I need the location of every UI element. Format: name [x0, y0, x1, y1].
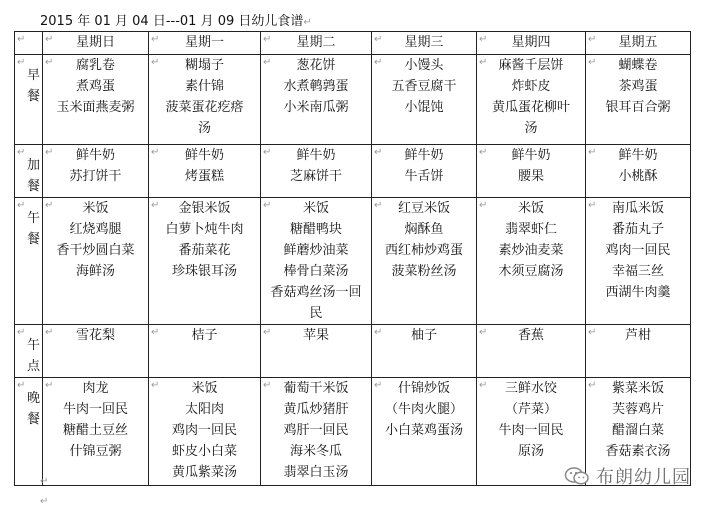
- dish-list: [261, 55, 371, 118]
- cell-mark: ↵: [151, 147, 160, 158]
- dish-item: 紫菜米饭: [611, 381, 664, 396]
- cell-mark: ↵: [151, 380, 160, 391]
- cell-mark: ↵: [588, 327, 597, 338]
- dish-item: 香菇鸡丝汤一回: [270, 285, 362, 300]
- dish-cell: [149, 325, 261, 378]
- day-header: [586, 32, 691, 55]
- header-row: [15, 32, 691, 55]
- dish-item: 牛肉一回民: [62, 402, 128, 417]
- dish-item: 柚子: [410, 328, 437, 343]
- meal-label-char: 晚: [26, 391, 40, 406]
- meal-label-char: 餐: [26, 412, 40, 427]
- dish-item: 南瓜米饭: [611, 201, 664, 216]
- dish-item: 香蕉: [517, 328, 544, 343]
- dish-item: 煮鸡蛋: [75, 79, 115, 94]
- meal-label-char: 午: [26, 338, 40, 353]
- dish-list: [43, 378, 148, 462]
- dish-item: 菠菜蛋花疙瘩: [165, 100, 244, 115]
- day-label: 星期四: [511, 35, 551, 50]
- dish-item: 海鲜汤: [75, 264, 115, 279]
- dish-item: 牛肉一回民: [498, 423, 564, 438]
- dish-item: 黄瓜紫菜汤: [171, 465, 237, 480]
- meal-label-cell: [15, 378, 43, 486]
- dish-item: 焖酥鱼: [404, 222, 444, 237]
- dish-cell: [372, 55, 477, 145]
- meal-label-char: 餐: [26, 179, 40, 194]
- day-header: [149, 32, 261, 55]
- dish-item: 鲜牛奶: [184, 148, 224, 163]
- meal-label-cell: [15, 198, 43, 325]
- dish-item: 鸡肉一回民: [605, 243, 671, 258]
- dish-item: 芝麻饼干: [289, 169, 342, 184]
- dish-list: [43, 325, 148, 346]
- dish-item: 素炒油麦菜: [498, 243, 564, 258]
- day-label: 星期一: [184, 35, 224, 50]
- dish-list: [586, 55, 690, 118]
- dish-item: 小桃酥: [618, 169, 658, 184]
- day-header: [372, 32, 477, 55]
- dish-item: 黄瓜炒猪肝: [283, 402, 349, 417]
- dish-item: 米饭: [302, 201, 329, 216]
- dish-cell: [43, 55, 149, 145]
- cell-mark: ↵: [588, 34, 597, 45]
- dish-item: 醋溜白菜: [611, 423, 664, 438]
- dish-item: 鸡肝一回民: [283, 423, 349, 438]
- dish-list: [149, 325, 260, 346]
- day-header: [43, 32, 149, 55]
- dish-list: [586, 198, 690, 303]
- cell-mark: ↵: [45, 34, 54, 45]
- cell-mark: ↵: [17, 147, 26, 158]
- dish-cell: [261, 145, 372, 198]
- dish-item: 鲜蘑炒油菜: [283, 243, 349, 258]
- dish-list: [477, 378, 585, 462]
- dish-item: 幸福三丝: [611, 264, 664, 279]
- cell-mark: ↵: [151, 57, 160, 68]
- paragraph-mark-end: ↵: [40, 476, 49, 487]
- dish-list: [372, 145, 476, 187]
- dish-item: 蝴蝶卷: [618, 58, 658, 73]
- dish-cell: [586, 145, 691, 198]
- dish-item: 桔子: [191, 328, 218, 343]
- dish-cell: [586, 325, 691, 378]
- dish-item: 苹果: [302, 328, 329, 343]
- dish-list: [261, 325, 371, 346]
- dish-list: [261, 198, 371, 324]
- cell-mark: ↵: [45, 200, 54, 211]
- cell-mark: ↵: [45, 147, 54, 158]
- dish-list: [261, 378, 371, 483]
- dish-list: [372, 378, 476, 441]
- dish-item: 西红柿炒鸡蛋: [384, 243, 463, 258]
- dish-item: 三鲜水饺: [504, 381, 557, 396]
- paragraph-mark: ↵: [303, 17, 312, 28]
- meal-label-char: 加: [26, 158, 40, 173]
- cell-mark: ↵: [17, 327, 26, 338]
- watermark: [564, 463, 691, 489]
- dish-list: [477, 325, 585, 346]
- dish-item: 金银米饭: [178, 201, 231, 216]
- day-label: 星期日: [75, 35, 115, 50]
- cell-mark: ↵: [263, 57, 272, 68]
- dish-cell: [149, 145, 261, 198]
- meal-label-char: 早: [26, 68, 40, 83]
- dish-list: [372, 198, 476, 282]
- cell-mark: ↵: [17, 57, 26, 68]
- meal-label-cell: [15, 145, 43, 198]
- dish-item: 什锦炒饭: [397, 381, 450, 396]
- dish-item: 五香豆腐干: [391, 79, 457, 94]
- meal-row: [15, 145, 691, 198]
- dish-item: 茶鸡蛋: [618, 79, 658, 94]
- dish-item: 水煮鹌鹑蛋: [283, 79, 349, 94]
- dish-list: [372, 55, 476, 118]
- dish-cell: [372, 378, 477, 486]
- dish-item: 小馒头: [404, 58, 444, 73]
- menu-table: [14, 31, 691, 486]
- dish-item: 米饭: [82, 201, 109, 216]
- dish-list: [149, 145, 260, 187]
- title-text: 2015 年 01 月 04 日---01 月 09 日幼儿食谱: [40, 14, 304, 29]
- dish-list: [586, 325, 690, 346]
- dish-list: [477, 145, 585, 187]
- dish-cell: [43, 378, 149, 486]
- dish-item: 小米南瓜粥: [283, 100, 349, 115]
- dish-list: [477, 198, 585, 282]
- dish-item: 鲜牛奶: [75, 148, 115, 163]
- dish-cell: [586, 55, 691, 145]
- dish-item: 玉米面燕麦粥: [56, 100, 135, 115]
- cell-mark: ↵: [479, 147, 488, 158]
- day-header: [477, 32, 586, 55]
- dish-cell: [43, 198, 149, 325]
- dish-list: [261, 145, 371, 187]
- dish-item: 鲜牛奶: [618, 148, 658, 163]
- dish-item: 小馄饨: [404, 100, 444, 115]
- dish-item: 白萝卜炖牛肉: [165, 222, 244, 237]
- dish-item: 糊塌子: [184, 58, 224, 73]
- day-label: 星期二: [296, 35, 336, 50]
- dish-list: [149, 378, 260, 483]
- dish-item: 麻酱千层饼: [498, 58, 564, 73]
- cell-mark: ↵: [17, 34, 26, 45]
- corner-cell: [15, 32, 43, 55]
- dish-item: （芹菜）: [504, 402, 557, 417]
- cell-mark: ↵: [588, 380, 597, 391]
- dish-cell: [43, 325, 149, 378]
- dish-item: 鲜牛奶: [296, 148, 336, 163]
- day-label: 星期三: [404, 35, 444, 50]
- dish-item: 素什锦: [184, 79, 224, 94]
- cell-mark: ↵: [374, 34, 383, 45]
- cell-mark: ↵: [374, 57, 383, 68]
- dish-item: 虾皮小白菜: [171, 444, 237, 459]
- dish-item: 米饭: [191, 381, 218, 396]
- dish-cell: [43, 145, 149, 198]
- cell-mark: ↵: [263, 34, 272, 45]
- dish-item: 番茄丸子: [611, 222, 664, 237]
- dish-cell: [477, 55, 586, 145]
- dish-item: 番茄菜花: [178, 243, 231, 258]
- dish-item: 汤: [524, 121, 538, 136]
- dish-list: [372, 325, 476, 346]
- dish-list: [43, 145, 148, 187]
- meal-label-char: 午: [26, 211, 40, 226]
- dish-cell: [149, 198, 261, 325]
- cell-mark: ↵: [263, 380, 272, 391]
- dish-list: [43, 198, 148, 282]
- dish-item: 菠菜粉丝汤: [391, 264, 457, 279]
- cell-mark: ↵: [151, 34, 160, 45]
- cell-mark: ↵: [588, 57, 597, 68]
- cell-mark: ↵: [263, 327, 272, 338]
- meal-label-char: 点: [26, 359, 40, 374]
- cell-mark: ↵: [588, 200, 597, 211]
- document-title: [40, 10, 312, 29]
- dish-item: 香干炒圆白菜: [56, 243, 135, 258]
- cell-mark: ↵: [479, 327, 488, 338]
- dish-list: [43, 55, 148, 118]
- dish-item: 西湖牛肉羹: [605, 285, 671, 300]
- dish-item: 葱花饼: [296, 58, 336, 73]
- day-header: [261, 32, 372, 55]
- dish-item: 鸡肉一回民: [171, 423, 237, 438]
- dish-item: 翡翠白玉汤: [283, 465, 349, 480]
- cell-mark: ↵: [588, 147, 597, 158]
- cell-mark: ↵: [263, 147, 272, 158]
- dish-list: [586, 145, 690, 187]
- dish-item: 腐乳卷: [75, 58, 115, 73]
- dish-item: 炸虾皮: [511, 79, 551, 94]
- dish-list: [586, 378, 690, 462]
- meal-label-char: 餐: [26, 89, 40, 104]
- dish-item: 木须豆腐汤: [498, 264, 564, 279]
- dish-item: 肉龙: [82, 381, 109, 396]
- dish-cell: [477, 145, 586, 198]
- dish-item: 鲜牛奶: [511, 148, 551, 163]
- watermark-text: 布朗幼儿园: [596, 467, 691, 488]
- cell-mark: ↵: [479, 380, 488, 391]
- dish-item: 民: [309, 306, 323, 321]
- dish-item: 芦柑: [624, 328, 651, 343]
- cell-mark: ↵: [151, 200, 160, 211]
- cell-mark: ↵: [151, 327, 160, 338]
- dish-item: 牛舌饼: [404, 169, 444, 184]
- dish-item: 原汤: [517, 444, 544, 459]
- meal-row: [15, 325, 691, 378]
- dish-item: 苏打饼干: [69, 169, 122, 184]
- meal-label-cell: [15, 325, 43, 378]
- dish-cell: [477, 198, 586, 325]
- cell-mark: ↵: [479, 200, 488, 211]
- meal-label-cell: [15, 55, 43, 145]
- dish-cell: [261, 198, 372, 325]
- dish-item: 芙蓉鸡片: [611, 402, 664, 417]
- cell-mark: ↵: [374, 200, 383, 211]
- dish-cell: [261, 378, 372, 486]
- dish-list: [477, 55, 585, 139]
- cell-mark: ↵: [374, 147, 383, 158]
- dish-item: 什锦豆粥: [69, 444, 122, 459]
- dish-item: 红豆米饭: [397, 201, 450, 216]
- dish-cell: [477, 325, 586, 378]
- dish-item: 香菇素衣汤: [605, 444, 671, 459]
- dish-item: 糖醋土豆丝: [62, 423, 128, 438]
- paragraph-mark-end-2: ↵: [40, 496, 49, 507]
- dish-item: 鲜牛奶: [404, 148, 444, 163]
- cell-mark: ↵: [17, 380, 26, 391]
- dish-cell: [149, 378, 261, 486]
- dish-item: （牛肉火腿）: [384, 402, 463, 417]
- cell-mark: ↵: [479, 34, 488, 45]
- dish-item: 珍珠银耳汤: [171, 264, 237, 279]
- dish-cell: [261, 325, 372, 378]
- cell-mark: ↵: [479, 57, 488, 68]
- dish-item: 米饭: [517, 201, 544, 216]
- day-label: 星期五: [618, 35, 658, 50]
- cell-mark: ↵: [374, 380, 383, 391]
- dish-cell: [372, 198, 477, 325]
- dish-item: 小白菜鸡蛋汤: [384, 423, 463, 438]
- dish-item: 葡萄干米饭: [283, 381, 349, 396]
- dish-item: 棒骨白菜汤: [283, 264, 349, 279]
- cell-mark: ↵: [45, 327, 54, 338]
- dish-cell: [586, 198, 691, 325]
- cell-mark: ↵: [45, 380, 54, 391]
- dish-list: [149, 198, 260, 282]
- dish-item: 糖醋鸭块: [289, 222, 342, 237]
- dish-cell: [372, 325, 477, 378]
- meal-label-char: 餐: [26, 232, 40, 247]
- cell-mark: ↵: [17, 200, 26, 211]
- dish-cell: [261, 55, 372, 145]
- dish-item: 红烧鸡腿: [69, 222, 122, 237]
- cell-mark: ↵: [263, 200, 272, 211]
- meal-row: [15, 55, 691, 145]
- dish-item: 海米冬瓜: [289, 444, 342, 459]
- dish-item: 雪花梨: [75, 328, 115, 343]
- meal-row: [15, 198, 691, 325]
- dish-item: 银耳百合粥: [605, 100, 671, 115]
- dish-item: 汤: [197, 121, 211, 136]
- dish-item: 翡翠虾仁: [504, 222, 557, 237]
- dish-item: 烤蛋糕: [184, 169, 224, 184]
- cell-mark: ↵: [374, 327, 383, 338]
- dish-cell: [149, 55, 261, 145]
- dish-item: 太阳肉: [184, 402, 224, 417]
- wechat-icon: [564, 466, 590, 486]
- dish-item: 腰果: [517, 169, 544, 184]
- dish-cell: [372, 145, 477, 198]
- dish-list: [149, 55, 260, 139]
- cell-mark: ↵: [45, 57, 54, 68]
- dish-item: 黄瓜蛋花柳叶: [491, 100, 570, 115]
